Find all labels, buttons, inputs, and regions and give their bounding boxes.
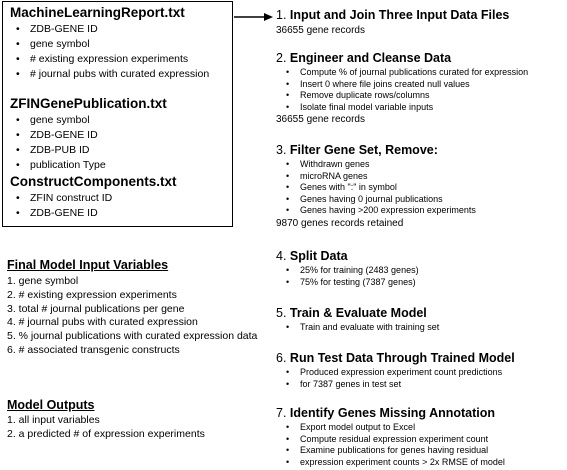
section-title: Model Outputs — [7, 398, 95, 412]
step-7 — [276, 406, 505, 468]
list-item: • Withdrawn genes — [276, 159, 476, 171]
step-number: 5. — [276, 306, 287, 320]
list-item: • Genes having >200 expression experiments — [276, 205, 476, 217]
list-item: 1. gene symbol — [7, 275, 79, 287]
step-1 — [276, 8, 509, 37]
step-note: 9870 genes records retained — [276, 217, 404, 229]
file-title: ZFINGenePublication.txt — [10, 96, 167, 111]
list-item: • ZDB-GENE ID — [10, 22, 209, 37]
step-number: 3. — [276, 143, 287, 157]
step-number: 7. — [276, 406, 287, 420]
step-6 — [276, 351, 515, 390]
list-item-continued — [276, 379, 515, 391]
list-item: • 75% for testing (7387 genes) — [276, 277, 419, 289]
file-machine-learning-report — [10, 5, 209, 82]
list-item: 5. % journal publications with curated expression data — [7, 330, 258, 343]
list-item: 1. all input variables — [7, 414, 100, 426]
file-title: ConstructComponents.txt — [10, 174, 177, 189]
list-item: • microRNA genes — [276, 171, 476, 183]
list-item: • gene symbol — [10, 113, 167, 128]
list-item: • # journal pubs with curated expression — [10, 67, 209, 82]
list-item: 2. a predicted # of expression experiments — [7, 427, 205, 440]
list-item: 2. # existing expression experiments — [7, 288, 177, 301]
list-item: • Compute % of journal publications curated for expression — [276, 67, 528, 79]
list-item: • Isolate final model variable inputs — [276, 102, 528, 114]
step-title: Identify Genes Missing Annotation — [289, 406, 496, 420]
file-construct-components — [10, 174, 177, 221]
file-zfin-gene-publication — [10, 96, 167, 173]
list-item: • gene symbol — [10, 37, 209, 52]
list-item-text: for 7387 genes in test set — [300, 378, 402, 389]
list-item: • Train and evaluate with training set — [276, 322, 439, 334]
step-title: Input and Join Three Input Data Files — [289, 8, 510, 22]
step-title: Filter Gene Set, Remove: — [289, 143, 438, 157]
list-item: • Compute residual expression experiment count — [276, 434, 505, 446]
step-title: Engineer and Cleanse Data — [289, 51, 452, 65]
list-item-continued — [276, 457, 505, 469]
list-item: • # existing expression experiments — [10, 52, 209, 67]
list-item: • publication Type — [10, 158, 167, 173]
step-note: 36655 gene records — [276, 25, 365, 36]
step-number: 2. — [276, 51, 287, 65]
step-number: 1. — [276, 8, 287, 22]
final-model-section — [7, 258, 257, 358]
step-3 — [276, 143, 476, 230]
step-4 — [276, 249, 419, 288]
step-title: Train & Evaluate Model — [289, 306, 427, 320]
list-item: • Remove duplicate rows/columns — [276, 90, 528, 102]
step-number: 4. — [276, 249, 287, 263]
step-number: 6. — [276, 351, 287, 365]
list-item: • Examine publications for genes having residual — [276, 445, 505, 457]
step-2 — [276, 51, 528, 126]
list-item: • Produced expression experiment count predictions — [276, 367, 515, 379]
list-item: • Insert 0 where file joins created null values — [276, 79, 528, 91]
step-title: Split Data — [289, 249, 348, 263]
list-item: • ZDB-GENE ID — [10, 206, 177, 221]
file-title: MachineLearningReport.txt — [10, 5, 185, 20]
step-note: 36655 gene records — [276, 114, 365, 125]
list-item: 3. total # journal publications per gene — [7, 302, 185, 315]
list-item: • ZFIN construct ID — [10, 191, 177, 206]
step-5 — [276, 306, 439, 334]
step-title: Run Test Data Through Trained Model — [289, 351, 515, 365]
list-item: • Genes having 0 journal publications — [276, 194, 476, 206]
list-item: • Genes with ":" in symbol — [276, 182, 476, 194]
section-title: Final Model Input Variables — [7, 258, 169, 272]
list-item: 6. # associated transgenic constructs — [7, 343, 180, 356]
list-item: • ZDB-PUB ID — [10, 143, 167, 158]
list-item: • Export model output to Excel — [276, 422, 505, 434]
list-item-text: expression experiment counts > 2x RMSE of model — [300, 456, 505, 467]
model-outputs-section — [7, 398, 205, 442]
list-item: • ZDB-GENE ID — [10, 128, 167, 143]
list-item: 4. # journal pubs with curated expression — [7, 316, 198, 329]
list-item: • 25% for training (2483 genes) — [276, 265, 419, 277]
arrow-right-icon — [234, 12, 274, 22]
